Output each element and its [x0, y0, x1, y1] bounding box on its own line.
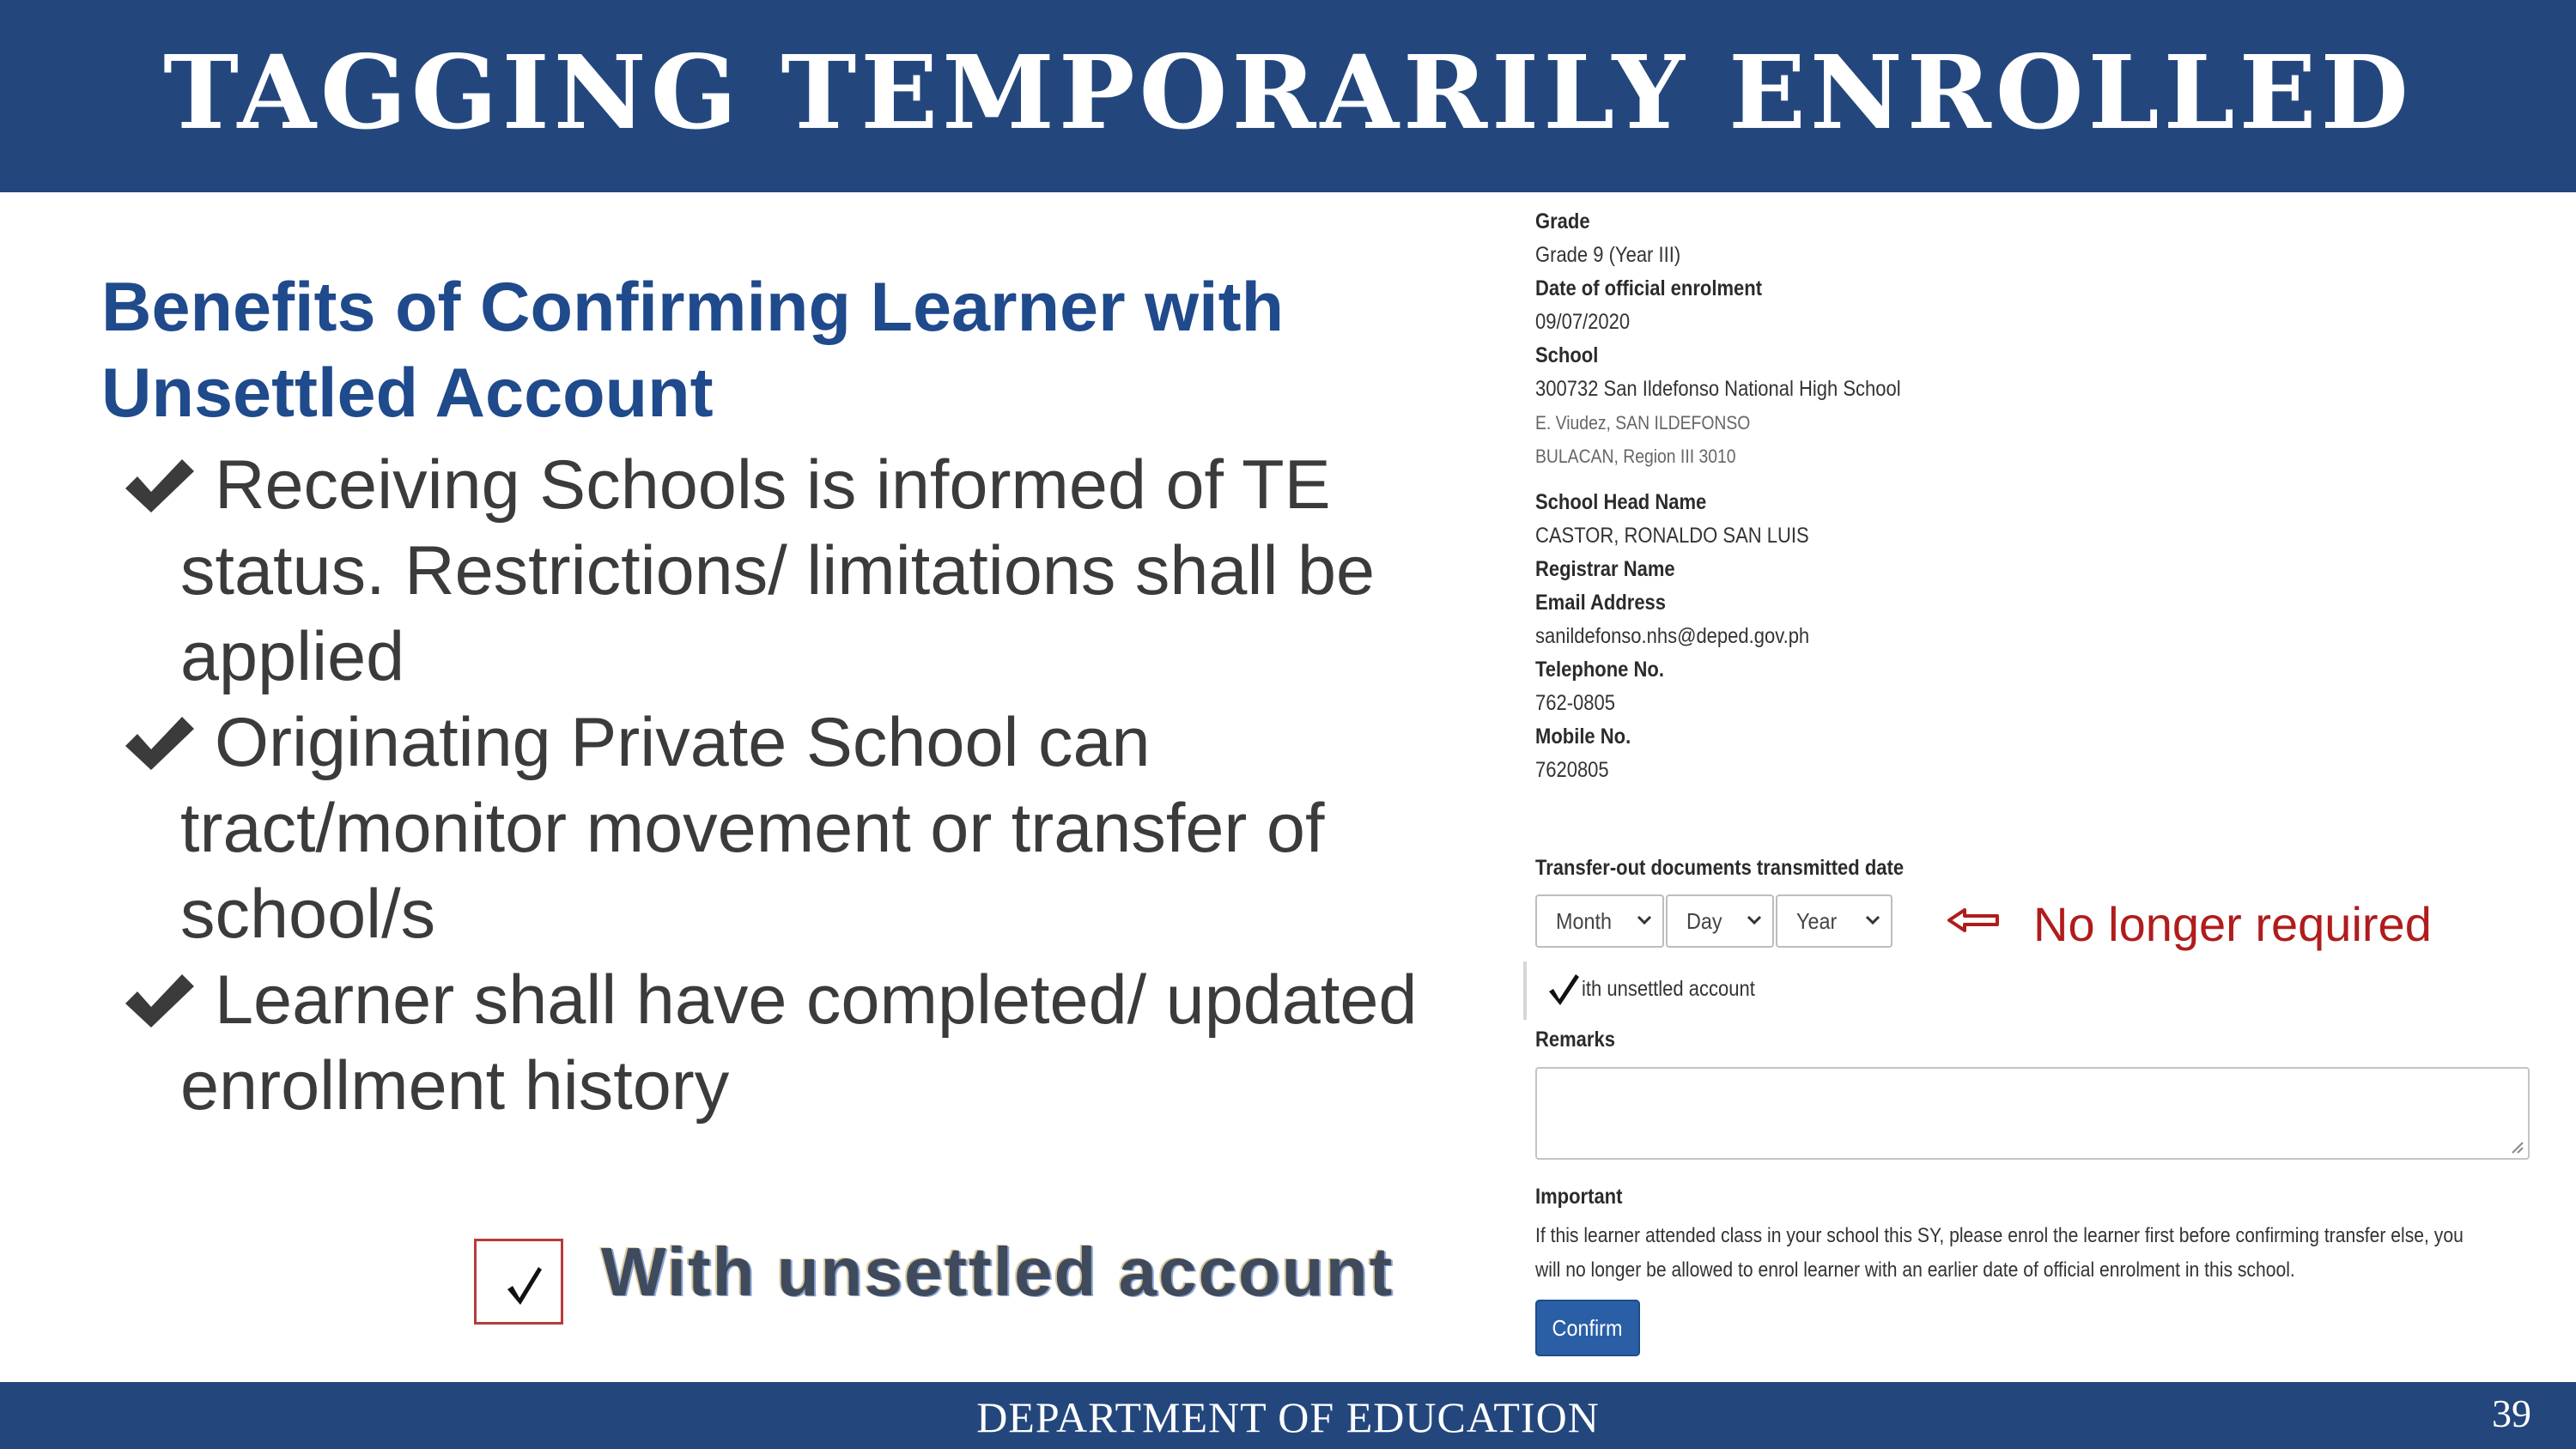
benefit-bullet-1 [129, 442, 1468, 700]
benefit-3-line1: Learner shall have completed/ updated [215, 961, 1418, 1039]
school-head-label: School Head Name [1535, 490, 1707, 514]
mobile-value: 7620805 [1535, 758, 1609, 782]
school-head-value: CASTOR, RONALDO SAN LUIS [1535, 524, 1809, 548]
enrolment-date-label: Date of official enrolment [1535, 276, 1763, 300]
school-address-line2: BULACAN, Region III 3010 [1535, 446, 1736, 467]
chevron-down-icon [1637, 915, 1652, 925]
slide-title: TAGGING TEMPORARILY ENROLLED [163, 32, 2413, 152]
year-select-value: Year [1796, 908, 1838, 934]
telephone-label: Telephone No. [1535, 658, 1664, 682]
benefits-heading-line2: Unsettled Account [101, 355, 714, 432]
benefits-heading [101, 264, 1441, 436]
day-select-value: Day [1686, 908, 1722, 934]
benefit-2-line3: school/s [180, 876, 436, 953]
benefit-bullet-3 [129, 957, 1468, 1129]
page-number: 39 [2492, 1391, 2531, 1435]
registrar-label: Registrar Name [1535, 557, 1675, 581]
transfer-date-label: Transfer-out documents transmitted date [1535, 856, 1905, 880]
checkmark-icon [122, 456, 196, 516]
benefit-1-line2: status. Restrictions/ limitations shall be [180, 532, 1376, 609]
grade-label: Grade [1535, 209, 1590, 233]
resize-handle-icon[interactable] [2509, 1139, 2524, 1155]
benefit-2-line2: tract/monitor movement or transfer of [180, 790, 1325, 867]
year-select[interactable] [1776, 894, 1893, 948]
telephone-value: 762-0805 [1535, 691, 1615, 715]
zoomed-unsettled-checkbox [474, 1239, 563, 1325]
remarks-textarea[interactable] [1535, 1067, 2530, 1160]
mobile-label: Mobile No. [1535, 724, 1631, 749]
benefits-heading-line1: Benefits of Confirming Learner with [101, 269, 1285, 346]
checkmark-icon [122, 971, 196, 1031]
email-label: Email Address [1535, 591, 1667, 615]
school-label: School [1535, 343, 1599, 367]
grade-value: Grade 9 (Year III) [1535, 243, 1681, 267]
confirm-button[interactable] [1535, 1300, 1640, 1356]
important-message [1535, 1219, 2518, 1288]
day-select[interactable] [1666, 894, 1774, 948]
benefit-2-line1: Originating Private School can [215, 704, 1151, 781]
remarks-label: Remarks [1535, 1028, 1615, 1052]
school-address-line1: E. Viudez, SAN ILDEFONSO [1535, 412, 1751, 433]
month-select-value: Month [1556, 908, 1613, 934]
slide-footer [0, 1382, 2576, 1449]
important-line2: will no longer be allowed to enrol learner with an earlier date of official enrolment in this school. [1535, 1258, 2295, 1282]
chevron-down-icon [1865, 915, 1880, 925]
important-label: Important [1535, 1185, 1623, 1209]
check-icon [506, 1265, 544, 1307]
month-select[interactable] [1535, 894, 1664, 948]
benefit-1-line1: Receiving Schools is informed of TE [215, 446, 1331, 524]
unsettled-account-label: ith unsettled account [1582, 977, 1755, 1001]
department-label: DEPARTMENT OF EDUCATION [976, 1393, 1600, 1441]
benefit-1-line3: applied [180, 618, 405, 695]
no-longer-required-note: No longer required [2033, 897, 2432, 951]
confirm-button-label: Confirm [1552, 1314, 1623, 1341]
unsettled-account-checkbox[interactable] [1547, 973, 1580, 1007]
email-value: sanildefonso.nhs@deped.gov.ph [1535, 624, 1810, 648]
benefit-3-line2: enrollment history [180, 1047, 730, 1125]
checkmark-icon [122, 713, 196, 773]
checkbox-edge [1523, 961, 1527, 1020]
enrolment-date-value: 09/07/2020 [1535, 310, 1631, 334]
school-value: 300732 San Ildefonso National High School [1535, 377, 1901, 401]
left-arrow-icon [1946, 906, 2001, 934]
zoomed-unsettled-label: With unsettled account [601, 1234, 1394, 1310]
slide-header [0, 0, 2576, 192]
important-line1: If this learner attended class in your school this SY, please enrol the learner first before confirming transfer else, you [1535, 1224, 2464, 1247]
chevron-down-icon [1747, 915, 1762, 925]
benefit-bullet-2 [129, 700, 1468, 957]
